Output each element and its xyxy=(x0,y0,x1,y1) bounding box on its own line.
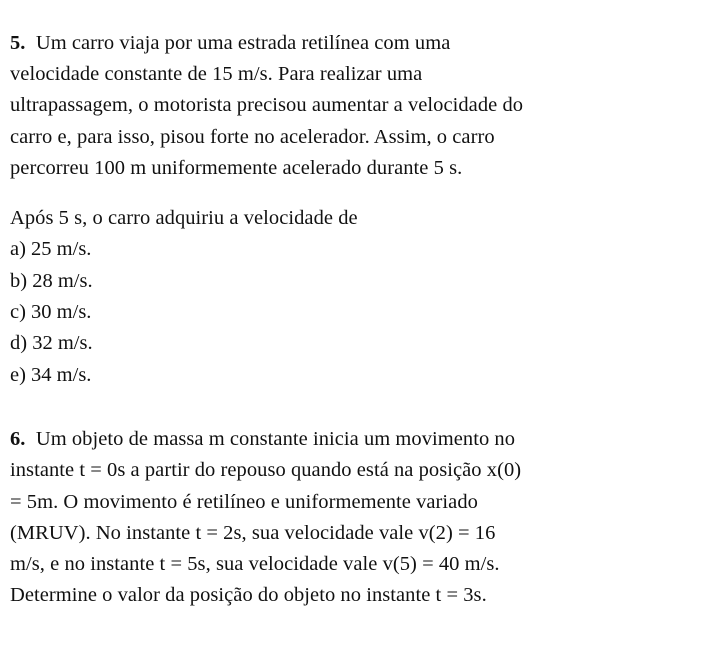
option-b: b) 28 m/s. xyxy=(10,269,93,292)
option-d: d) 32 m/s. xyxy=(10,332,93,355)
question-6-text-line-2: instante t = 0s a partir do repouso quando está na posição x(0) xyxy=(10,459,522,482)
spacer xyxy=(10,184,705,203)
question-5-number: 5. xyxy=(10,32,26,54)
question-6 xyxy=(10,424,705,611)
option-c: c) 30 m/s. xyxy=(10,301,92,324)
question-5-text-line-5: percorreu 100 m uniformemente acelerado durante 5 s. xyxy=(10,156,463,179)
exercise-sheet xyxy=(10,28,705,611)
question-6-text-line-1: Um objeto de massa m constante inicia um movimento no xyxy=(35,428,516,451)
question-5-text-line-3: ultrapassagem, o motorista precisou aumentar a velocidade do xyxy=(10,94,524,117)
question-6-line-1 xyxy=(10,424,705,455)
question-6-text-line-6: Determine o valor da posição do objeto no instante t = 3s. xyxy=(10,584,487,607)
option-a: a) 25 m/s. xyxy=(10,238,92,261)
question-5-prompt: Após 5 s, o carro adquiriu a velocidade de xyxy=(10,207,358,230)
question-6-number: 6. xyxy=(10,428,26,451)
question-6-text-line-4: (MRUV). No instante t = 2s, sua velocidade vale v(2) = 16 xyxy=(10,521,496,544)
spacer xyxy=(10,391,705,424)
question-5-line-1 xyxy=(10,28,705,59)
question-6-text-line-5: m/s, e no instante t = 5s, sua velocidade vale v(5) = 40 m/s. xyxy=(10,553,500,576)
question-6-text-line-3: = 5m. O movimento é retilíneo e uniformemente variado xyxy=(10,490,478,513)
question-5-text-line-1: Um carro viaja por uma estrada retilínea com uma xyxy=(35,32,451,54)
question-5 xyxy=(10,28,705,391)
question-5-text-line-2: velocidade constante de 15 m/s. Para realizar uma xyxy=(10,63,423,86)
question-5-text-line-4: carro e, para isso, pisou forte no acelerador. Assim, o carro xyxy=(10,125,495,148)
option-e: e) 34 m/s. xyxy=(10,363,92,386)
